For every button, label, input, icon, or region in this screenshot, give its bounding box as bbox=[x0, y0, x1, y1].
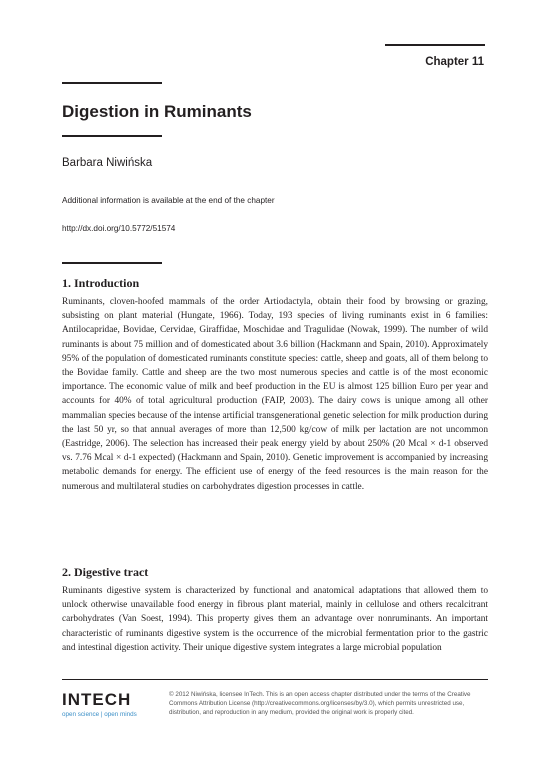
section-heading-digestive-tract: 2. Digestive tract bbox=[62, 565, 149, 579]
doi-link[interactable]: http://dx.doi.org/10.5772/51574 bbox=[62, 224, 176, 233]
title-rule-bottom bbox=[62, 135, 162, 137]
section-text-digestive-tract: Ruminants digestive system is characterized by functional and anatomical adaptations that allowed them to unlock otherwise unavailable food energy in fibrous plant material, mainly in cellulose and others recalcitrant carbohydrates (Van Soest, 1994). This property gives them an advantage over nonruminants. An important characteristic of ruminants digestive system is the occurrence of the microbial fermentation prior to the gastric and intestinal digestion activity. Their unique digestive system integrates a large microbial population bbox=[62, 586, 488, 653]
title-rule-top bbox=[62, 82, 162, 84]
intech-logo[interactable] bbox=[62, 691, 137, 718]
logo-text: INTECH bbox=[62, 690, 132, 709]
footer-rule bbox=[62, 679, 488, 680]
logo-tagline: open science | open minds bbox=[62, 711, 137, 718]
header-rule bbox=[385, 44, 485, 46]
author-name: Barbara Niwińska bbox=[62, 157, 153, 169]
additional-info: Additional information is available at the end of the chapter bbox=[62, 196, 275, 205]
chapter-label: Chapter 11 bbox=[425, 56, 484, 68]
section-text-introduction: Ruminants, cloven-hoofed mammals of the order Artiodactyla, obtain their food by browsing or grazing, subsisting on plant material (Hungate, 1966). Today, 193 species of living ruminants exist in 6 families: Antilocapridae, Bovidae, Cervidae, Giraffidae, Moschidae and Tragulidae (Nowak, 1999). The number of wild ruminants is about 75 million and of domesticated about 3.6 billion (Hackmann and Spain, 2010). Approximately 95% of the population of domesticated ruminants constitute species: cattle, sheep and goats, all of them belong to the Bovidae family. Cattle and sheep are the two most numerous species and cattle is of the most economic importance. The economic value of milk and beef production in the EU is almost 125 billion Euro per year and accounts for 40% of total agricultural production (FAIP, 2003). The dairy cows is unique among all other mammalian species because of the intense artificial transgenerational genetic selection for milk production during the last 50 yr, so that annual averages of more than 12,500 kg/cow of milk per lactation are not uncommon (Eastridge, 2006). The selection has increased their peak energy yield by about 250% (20 Mcal × d-1 observed vs. 7.76 Mcal × d-1 expected) (Hackmann and Spain, 2010). Genetic improvement is accompanied by increasing metabolic demands for energy. The efficient use of energy of the feed resources is the main reason for the numerous and multilateral studies on carbohydrates digestion processes in cattle. bbox=[62, 297, 488, 492]
section-heading-introduction: 1. Introduction bbox=[62, 276, 140, 290]
section-rule bbox=[62, 262, 162, 264]
chapter-title: Digestion in Ruminants bbox=[62, 102, 252, 121]
license-text: © 2012 Niwińska, licensee InTech. This is an open access chapter distributed under the terms of the Creative Commons Attribution License (http://creativecommons.org/licenses/by/3.0), which permits unrestricted use, distribution, and reproduction in any medium, provided the original work is properly cited. bbox=[169, 691, 471, 716]
